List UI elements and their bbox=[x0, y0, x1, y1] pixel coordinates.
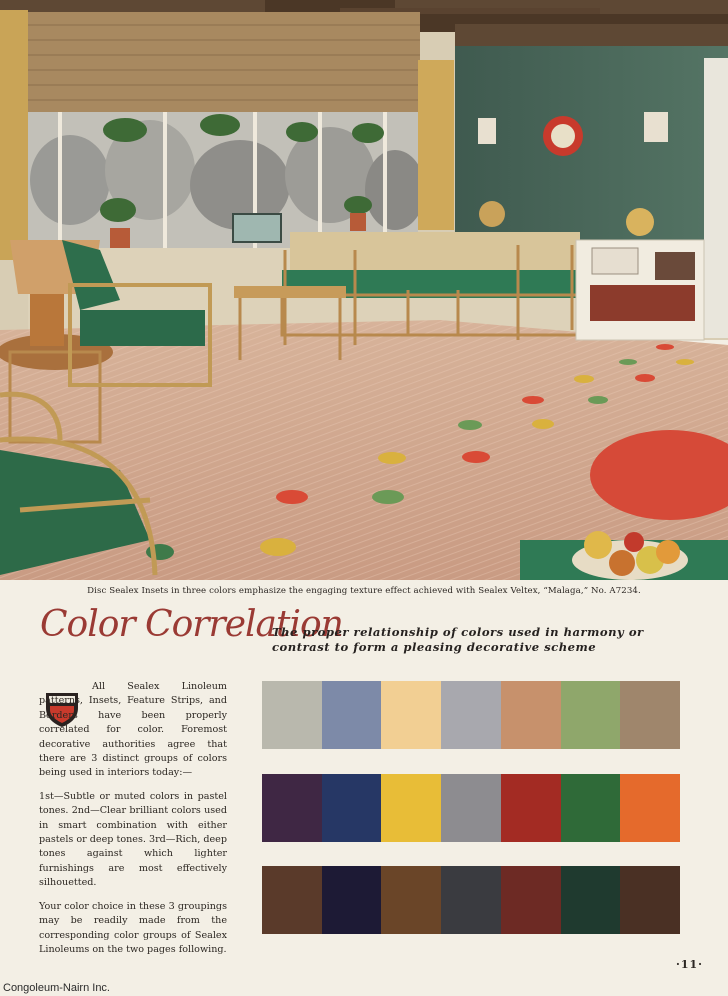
color-swatch bbox=[620, 681, 680, 749]
color-swatch bbox=[441, 681, 501, 749]
color-swatch bbox=[441, 774, 501, 842]
color-swatch bbox=[501, 681, 561, 749]
page-number: ·11· bbox=[676, 958, 703, 971]
color-swatch bbox=[561, 681, 621, 749]
color-swatch bbox=[381, 681, 441, 749]
paragraph-groups: 1st—Subtle or muted colors in pastel tones. 2nd—Clear brilliant colors used in smart combination with either pastels or deep tones. 3rd—Rich, deep tones against which lighter furnishings are most effectively silhouetted. bbox=[39, 790, 227, 889]
color-swatch bbox=[620, 866, 680, 934]
color-swatch bbox=[501, 774, 561, 842]
color-swatch bbox=[262, 866, 322, 934]
color-swatch bbox=[322, 681, 382, 749]
color-swatch bbox=[322, 774, 382, 842]
color-swatch bbox=[262, 681, 322, 749]
body-text bbox=[39, 680, 227, 966]
swatch-row-deep bbox=[262, 866, 680, 934]
color-swatch bbox=[561, 774, 621, 842]
color-swatch bbox=[620, 774, 680, 842]
color-swatch bbox=[501, 866, 561, 934]
color-swatch bbox=[322, 866, 382, 934]
color-swatch bbox=[441, 866, 501, 934]
color-swatch bbox=[381, 866, 441, 934]
color-swatch bbox=[381, 774, 441, 842]
page-title: Color Correlation bbox=[40, 604, 343, 645]
swatch-row-brilliant bbox=[262, 774, 680, 842]
page-subtitle: The proper relationship of colors used in harmony or contrast to form a pleasing decorative scheme bbox=[272, 625, 644, 654]
brand-credit: Congoleum-Nairn Inc. bbox=[3, 982, 110, 994]
paragraph-intro: All Sealex Linoleum patterns, Insets, Feature Strips, and Borders have been properly correlated for color. Foremost decorative authorities agree that there are 3 distinct groups of colors being used in interiors today:— bbox=[39, 681, 227, 779]
paragraph-choice: Your color choice in these 3 groupings may be readily made from the corresponding color groups of Sealex Linoleums on the two pages following. bbox=[39, 900, 227, 955]
swatch-row-pastel bbox=[262, 681, 680, 749]
color-swatch bbox=[561, 866, 621, 934]
color-swatch bbox=[262, 774, 322, 842]
photo-caption: Disc Sealex Insets in three colors emphasize the engaging texture effect achieved with Sealex Veltex, “Malaga,” No. A7234. bbox=[87, 586, 641, 596]
